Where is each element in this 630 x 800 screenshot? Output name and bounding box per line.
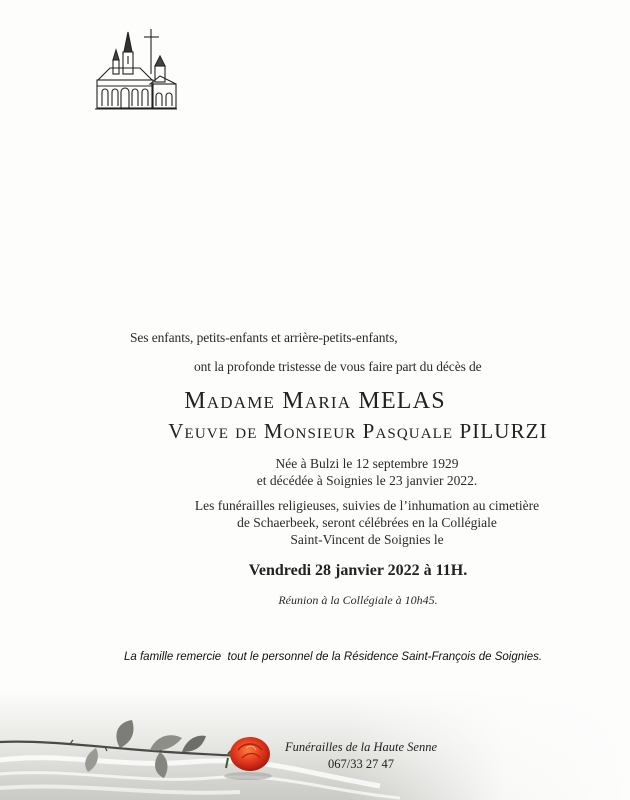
reunion-time: Réunion à la Collégiale à 10h45. [278,593,438,607]
intro-line-announcement: ont la profonde tristesse de vous faire part du décès de [194,359,482,374]
birth-line: Née à Bulzi le 12 septembre 1929 [275,456,459,471]
funeral-line-3: Saint-Vincent de Soignies le [290,532,444,547]
church-icon [94,28,178,112]
undertaker-name: Funérailles de la Haute Senne [284,740,438,754]
undertaker-phone: 067/33 27 47 [328,757,394,771]
intro-line-family: Ses enfants, petits-enfants et arrière-petits-enfants, [130,330,398,345]
death-line: et décédée à Soignies le 23 janvier 2022. [256,473,478,488]
deceased-name: Madame Maria MELAS [184,388,446,414]
funeral-line-2: de Schaerbeek, seront célébrées en la Collégiale [237,515,497,530]
thanks-note: La famille remercie tout le personnel de la Résidence Saint-François de Soignies. [124,651,543,663]
birth-death-block [0,455,630,489]
funeral-block [0,497,630,548]
widow-of: Veuve de Monsieur Pasquale PILURZI [168,419,548,443]
funeral-date: Vendredi 28 janvier 2022 à 11H. [248,562,468,579]
funeral-line-1: Les funérailles religieuses, suivies de l’inhumation au cimetière [194,498,540,513]
